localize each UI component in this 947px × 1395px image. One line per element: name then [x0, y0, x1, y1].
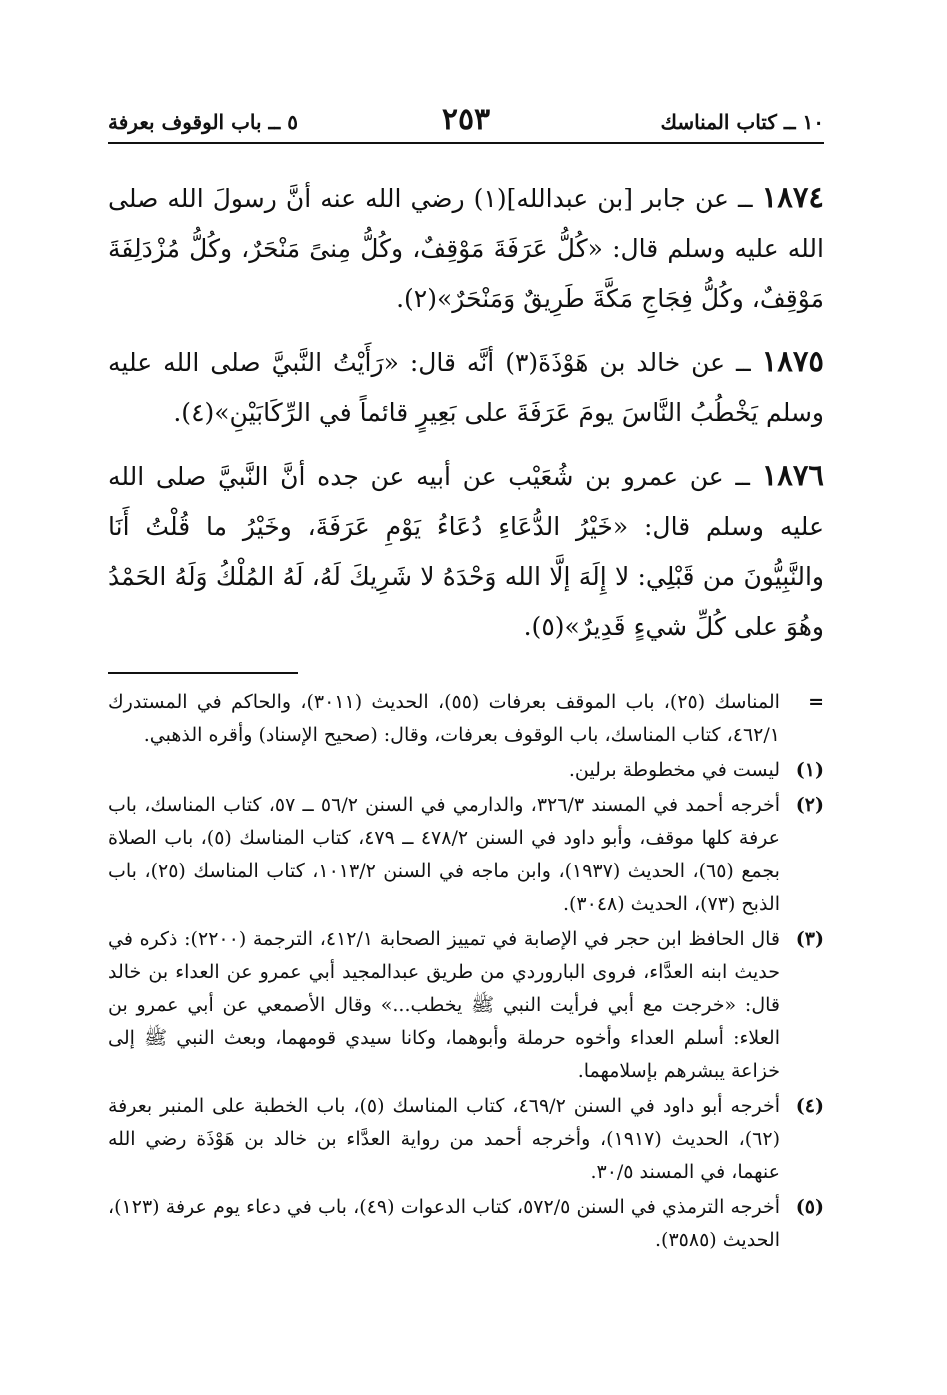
footnote-text: ليست في مخطوطة برلين.: [568, 759, 780, 781]
hadith-1874: [108, 172, 824, 324]
footnote-marker: (٥): [795, 1196, 824, 1218]
footnote-4: [108, 1090, 824, 1189]
hadith-text: ــ عن جابر [بن عبدالله](١) رضي الله عنه أنَّ رسولَ الله صلى الله عليه وسلم قال: «كُلُّ عَرَفَةَ مَوْقِفٌ، وكُلُّ مِنىً مَنْحَرٌ، وكُلُّ مُزْدَلِفَةَ مَوْقِفٌ، وكُلُّ فِجَاجِ مَكَّةَ طَرِيقٌ وَمَنْحَرٌ»(٢).: [108, 184, 824, 313]
chapter-title: ١٠ ــ كتاب المناسك: [660, 110, 824, 134]
footnote-marker: (٣): [795, 928, 824, 950]
footnote-5: [108, 1191, 824, 1257]
footnote-2: [108, 789, 824, 921]
footnote-divider: [108, 672, 298, 674]
hadith-1875: [108, 336, 824, 438]
main-text: [108, 172, 824, 652]
footnote-text: أخرجه أبو داود في السنن ٤٦٩/٢، كتاب المناسك (٥)، باب الخطبة على المنبر بعرفة (٦٢)، الحديث (١٩١٧)، وأخرجه أحمد من رواية العدَّاء بن خالد بن هَوْذَة رضي الله عنهما، في المسند ٣٠/٥.: [108, 1095, 781, 1183]
section-title: ٥ ــ باب الوقوف بعرفة: [108, 110, 298, 134]
hadith-1876: [108, 450, 824, 652]
footnote-text: أخرجه الترمذي في السنن ٥٧٢/٥، كتاب الدعوات (٤٩)، باب في دعاء يوم عرفة (١٢٣)، الحديث (٣٥٨٥).: [108, 1196, 780, 1251]
hadith-number: ١٨٧٦: [761, 458, 824, 492]
footnote-marker: (١): [795, 759, 824, 781]
hadith-number: ١٨٧٥: [761, 344, 824, 378]
footnote-text: أخرجه أحمد في المسند ٣٢٦/٣، والدارمي في السنن ٥٦/٢ ــ ٥٧، كتاب المناسك، باب عرفة كلها موقف، وأبو داود في السنن ٤٧٨/٢ ــ ٤٧٩، كتاب المناسك (٥)، باب الصلاة بجمع (٦٥)، الحديث (١٩٣٧)، وابن ماجه في السنن ١٠١٣/٢، كتاب المناسك (٢٥)، باب الذبح (٧٣)، الحديث (٣٠٤٨).: [108, 794, 781, 915]
page-header: [108, 100, 824, 144]
footnote-marker: =: [808, 691, 824, 713]
page-number: ٢٥٣: [441, 102, 491, 137]
footnote-text: قال الحافظ ابن حجر في الإصابة في تمييز الصحابة ٤١٢/١، الترجمة (٢٢٠٠): ذكره في حديث ابنه العدَّاء، فروى الباروردي من طريق عبدالمجيد أبي عمرو عن العداء بن خالد قال: «خرجت مع أبي فرأيت النبي ﷺ يخطب...» وقال الأصمعي عن أبي عمرو بن العلاء: أسلم العداء وأخوه حرملة وأبوهما، وكانا سيدي قومهما، وبعث النبي ﷺ إلى خزاعة يبشرهم بإسلامهما.: [108, 928, 780, 1082]
footnote-text: المناسك (٢٥)، باب الموقف بعرفات (٥٥)، الحديث (٣٠١١)، والحاكم في المستدرك ٤٦٢/١، كتاب المناسك، باب الوقوف بعرفات، وقال: (صحيح الإسناد) وأقره الذهبي.: [108, 691, 780, 746]
footnote-marker: (٢): [795, 794, 824, 816]
footnote-marker: (٤): [795, 1095, 824, 1117]
footnote-continuation: [108, 686, 824, 752]
footnote-3: [108, 923, 824, 1088]
footnotes: [108, 686, 824, 1257]
footnote-1: [108, 754, 824, 787]
hadith-number: ١٨٧٤: [761, 180, 824, 214]
hadith-text: ــ عن عمرو بن شُعَيْب عن أبيه عن جده أنَّ النَّبيَّ صلى الله عليه وسلم قال: «خَيْرُ الدُّعَاءِ دُعَاءُ يَوْمِ عَرَفَةَ، وخَيْرُ ما قُلْتُ أَنَا والنَّبِيُّونَ من قَبْلِي: لا إِلَهَ إلَّا الله وَحْدَهُ لا شَرِيكَ لَهُ، لَهُ المُلْكُ وَلَهُ الحَمْدُ وهُوَ على كُلِّ شيءٍ قَدِيرٌ»(٥).: [108, 462, 824, 641]
hadith-text: ــ عن خالد بن هَوْذَةَ(٣) أنَّه قال: «رَأَيْتُ النَّبيَّ صلى الله عليه وسلم يَخْطُبُ النَّاسَ يومَ عَرَفَةَ على بَعِيرٍ قائماً في الرِّكَابَيْنِ»(٤).: [108, 348, 824, 427]
page: [108, 100, 824, 1259]
